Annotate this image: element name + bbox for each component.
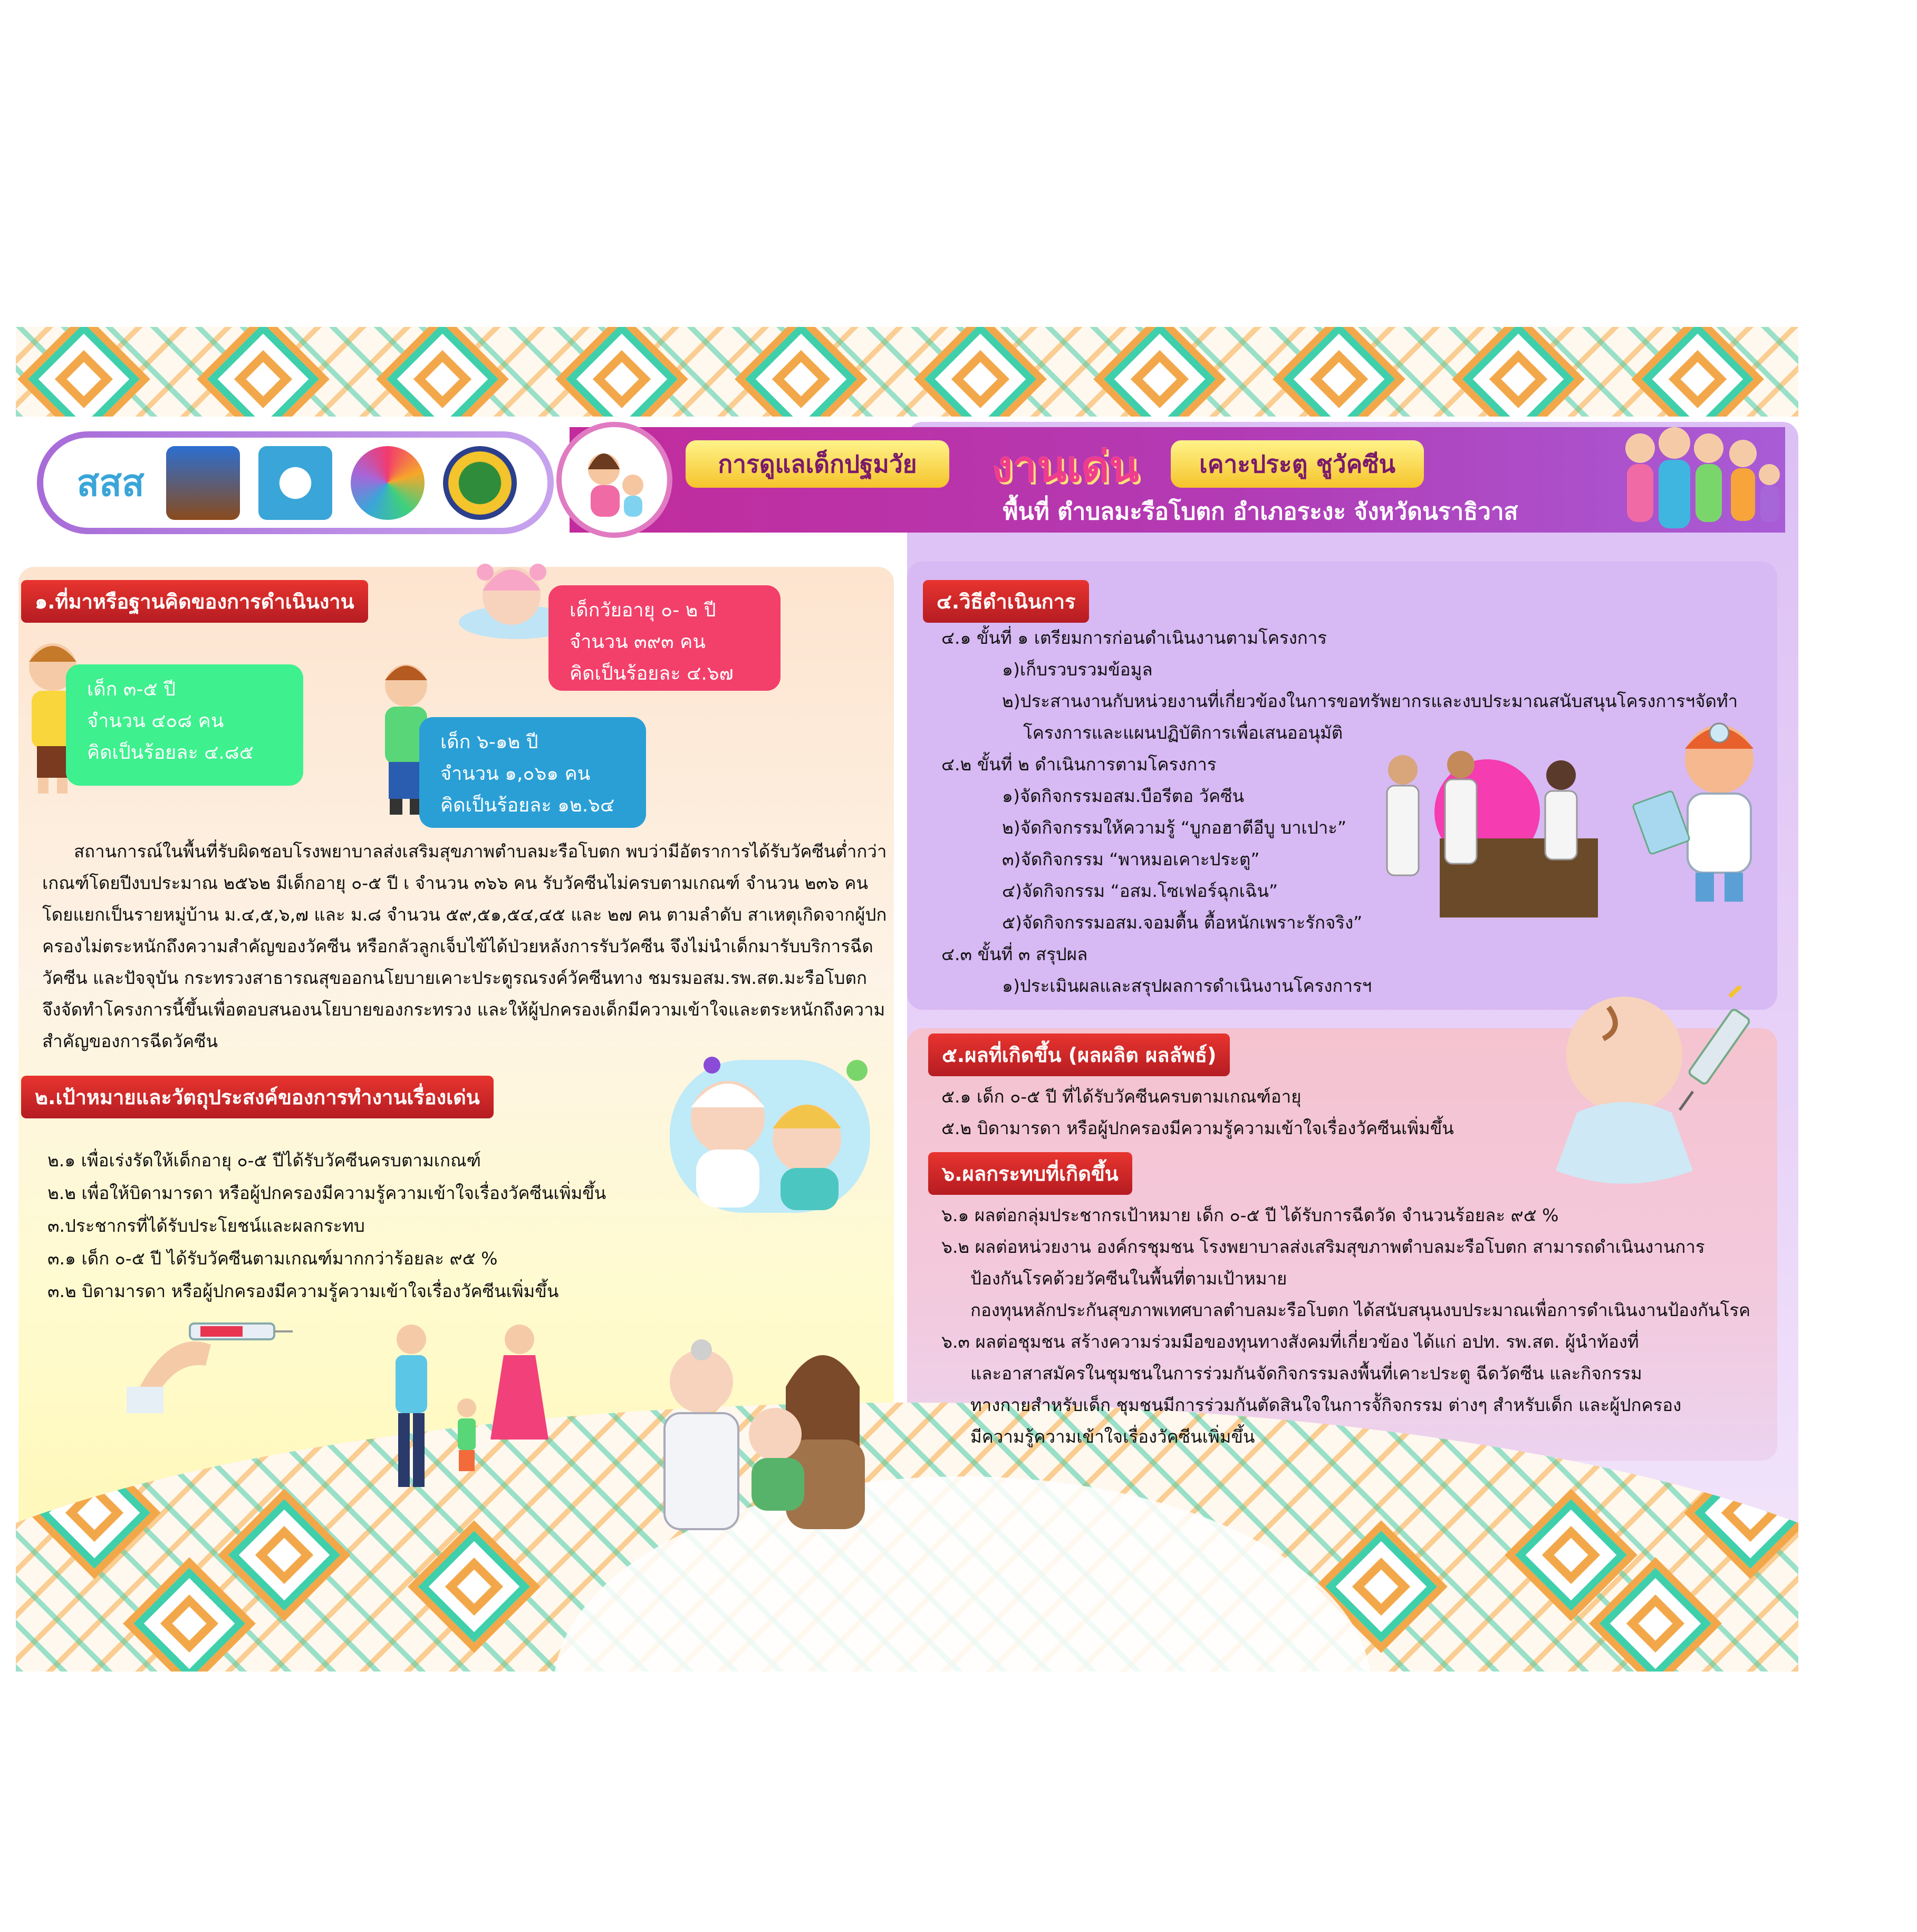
stat-3-5-years (66, 664, 303, 786)
list-item: ๑)จัดกิจกรรมอสม.บือรีตอ วัคซีน (1002, 786, 1245, 806)
family-walking-icon (374, 1318, 554, 1492)
pattern-tile (376, 327, 509, 417)
paragraph-line: วัคซีน และปัจจุบัน กระทรวงสาธารณสุขออกนโยบายเคาะประตูรณรงค์วัคซีนทาง ชมรมอสม.รพ.สต.มะรือโบตก (42, 968, 867, 988)
network-logo (166, 446, 240, 520)
stat-line: คิดเป็นร้อยละ ๔.๘๕ (87, 742, 254, 764)
list-item: ๖.๑ ผลต่อกลุ่มประชากรเป้าหมาย เด็ก ๐-๕ ปี ได้รับการฉีดวัด จำนวนร้อยละ ๙๕ % (941, 1205, 1559, 1225)
pattern-tile (408, 1520, 541, 1653)
syringe-hand-icon (127, 1308, 295, 1413)
list-item: ๓.ประชากรที่ได้รับประโยชน์และผลกระทบ (47, 1215, 365, 1236)
list-item: ๔)จัดกิจกรรม “อสม.โซเฟอร์ฉุกเฉิน” (1002, 881, 1278, 901)
pattern-tile (735, 327, 868, 417)
paragraph-line: จึงจัดทำโครงการนี้ขึ้นเพื่อตอบสนองนโยบายของกระทรวง และให้ผู้ปกครองเด็กมีความเข้าใจและตระหนักถึงความ (42, 999, 885, 1020)
list-item: กองทุนหลักประกันสุขภาพเทศบาลตำบลมะรือโบตก ได้สนับสนุนงบประมาณเพื่อการดำเนินงานป้องกันโรค (970, 1300, 1751, 1320)
pattern-tile (197, 327, 330, 417)
list-item: ๓.๒ บิดามารดา หรือผู้ปกครองมีความรู้ความเข้าใจเรื่องวัคซีนเพิ่มขึ้น (47, 1281, 559, 1301)
stat-line: คิดเป็นร้อยละ ๔.๖๗ (570, 663, 734, 684)
list-item: ๒.๒ เพื่อให้บิดามารดา หรือผู้ปกครองมีความรู้ความเข้าใจเรื่องวัคซีนเพิ่มขึ้น (47, 1183, 606, 1203)
list-item: ๒)ประสานงานกับหน่วยงานที่เกี่ยวข้องในการขอทรัพยากรและงบประมาณสนับสนุนโครงการฯจัดทำ (1002, 691, 1738, 711)
section1-paragraph (42, 836, 897, 1057)
doctor-with-patient-icon (643, 1334, 886, 1545)
pattern-tile (218, 1489, 351, 1621)
crying-baby-syringe-icon (1545, 986, 1777, 1197)
list-item: ๕.๒ บิดามารดา หรือผู้ปกครองมีความรู้ความเข้าใจเรื่องวัคซีนเพิ่มขึ้น (941, 1118, 1454, 1138)
pattern-tile (1452, 327, 1585, 417)
pattern-tile (1273, 327, 1405, 417)
top-pattern-band (16, 327, 1798, 417)
list-item: ๔.๑ ขั้นที่ ๑ เตรียมการก่อนดำเนินงานตามโครงการ (941, 627, 1327, 648)
section5-heading: ๕.ผลที่เกิดขึ้น (ผลผลิต ผลลัพธ์) (928, 1033, 1230, 1076)
paragraph-line: โดยแยกเป็นรายหมู่บ้าน ม.๔,๕,๖,๗ และ ม.๘ จำนวน ๕๙,๕๑,๕๔,๔๕ และ ๒๗ คน ตามลำดับ สาเหตุเกิดจากผู้ปก (42, 904, 887, 925)
stat-line: เด็ก ๓-๕ ปี (87, 679, 176, 700)
mother-child-icon (562, 427, 667, 533)
stat-0-2-years (548, 585, 781, 691)
paragraph-line: สำคัญของการฉีดวัคซีน (42, 1031, 218, 1051)
family-illustration (1608, 417, 1783, 543)
stat-6-12-years (419, 717, 646, 828)
stat-line: คิดเป็นร้อยละ ๑๒.๖๔ (440, 795, 615, 816)
doctors-treating-patient-icon (1371, 749, 1614, 923)
stat-line: จำนวน ๑,๐๖๑ คน (440, 763, 591, 785)
pattern-tile (1093, 327, 1226, 417)
paragraph-line: เกณฑ์โดยปีงบประมาณ ๒๕๖๒ มีเด็กอายุ ๐-๕ ปี เ จำนวน ๓๖๖ คน รับวัคซีนไม่ครบตามเกณฑ์ จำนวน ๒๓๖ คน (42, 873, 869, 893)
main-title: งานเด่น (991, 442, 1139, 492)
list-item: มีความรู้ความเข้าใจเรื่องวัคซีนเพิ่มขึ้น (970, 1426, 1255, 1447)
header-illustration-circle (556, 422, 672, 538)
stat-line: จำนวน ๓๙๓ คน (570, 631, 706, 653)
paragraph-line: ครองไม่ตระหนักถึงความสำคัญของวัคซีน หรือกลัวลูกเจ็บไข้ได้ป่วยหลังการรับวัคซีน จึงไม่นำเด็กมารับบริการฉีด (42, 936, 873, 957)
list-item: ๓)จัดกิจกรรม “พาหมอเคาะประตู” (1002, 849, 1260, 870)
seal-logo (443, 446, 517, 520)
area-label: พื้นที่ ตำบลมะรือโบตก อำเภอระงะ จังหวัดนราธิวาส (1003, 498, 1518, 525)
section5-list (941, 1081, 1627, 1144)
list-item: ๕)จัดกิจกรรมอสม.จอมตื้น ตื้อหนักเพราะรักจริง” (1002, 912, 1363, 933)
section1-heading: ๑.ที่มาหรือฐานคิดของการดำเนินงาน (21, 580, 368, 623)
nurse-vaccinating-child-icon (659, 1049, 881, 1223)
section4-heading: ๔.วิธีดำเนินการ (923, 580, 1089, 623)
subtitle-label: เคาะประตู ชูวัคซีน (1171, 440, 1424, 488)
list-item: ป้องกันโรคด้วยวัคซีนในพื้นที่ตามเป้าหมาย (970, 1268, 1287, 1289)
section6-heading: ๖.ผลกระทบที่เกิดขึ้น (928, 1152, 1132, 1195)
logo-strip (37, 431, 554, 534)
pattern-tile (914, 327, 1047, 417)
kid-doctor-icon (1630, 717, 1783, 907)
list-item: ๓.๑ เด็ก ๐-๕ ปี ได้รับวัคซีนตามเกณฑ์มากกว่าร้อยละ ๙๕ % (47, 1248, 498, 1269)
pattern-tile (1631, 327, 1764, 417)
stat-line: เด็กวัยอายุ ๐- ๒ ปี (570, 600, 716, 621)
list-item: ๔.๓ ขั้นที่ ๓ สรุปผล (941, 944, 1088, 964)
list-item: ๑)เก็บรวบรวมข้อมูล (1002, 659, 1153, 680)
pattern-tile (123, 1557, 256, 1672)
sss-logo-text: สสส (76, 461, 145, 505)
stat-line: จำนวน ๔๐๘ คน (87, 710, 224, 732)
list-item: ๖.๓ ผลต่อชุมชน สร้างความร่วมมือของทุนทางสังคมที่เกี่ยวข้อง ได้แก่ อปท. รพ.สต. ผู้นำท้องที่ (941, 1331, 1639, 1352)
family-logo (351, 446, 425, 520)
paragraph-line: สถานการณ์ในพื้นที่รับผิดชอบโรงพยาบาลส่งเสริมสุขภาพตำบลมะรือโบตก พบว่ามีอัตราการได้รับวัคซีนต่ำกว่า (74, 841, 887, 862)
list-item: ๒.๑ เพื่อเร่งรัดให้เด็กอายุ ๐-๕ ปีได้รับวัคซีนครบตามเกณฑ์ (47, 1150, 481, 1171)
section2-list (47, 1144, 680, 1308)
list-item: ๑)ประเมินผลและสรุปผลการดำเนินงานโครงการฯ (1002, 975, 1372, 996)
list-item: ทางกายสำหรับเด็ก ชุมชนมีการร่วมกันตัดสินใจในการจัักิจกรรม ต่างๆ สำหรับเด็ก และผู้ปกครอง (970, 1395, 1682, 1415)
list-item: โครงการและแผนปฏิบัติการเพื่อเสนออนุมัติ (1023, 722, 1343, 743)
list-item: และอาสาสมัครในชุมชนในการร่วมกันจัดกิจกรรมลงพื้นที่เคาะประตู ฉีดวัดซีน และกิจกรรม (970, 1363, 1642, 1384)
category-label: การดูแลเด็กปฐมวัย (686, 440, 949, 488)
sss-logo (74, 446, 148, 520)
pattern-tile (17, 327, 150, 417)
section2-heading: ๒.เป้าหมายและวัตถุประสงค์ของการทำงานเรื่องเด่น (21, 1076, 494, 1118)
pattern-tile (555, 327, 688, 417)
stat-line: เด็ก ๖-๑๒ ปี (440, 731, 538, 753)
section6-list (941, 1200, 1780, 1453)
list-item: ๕.๑ เด็ก ๐-๕ ปี ที่ได้รับวัคซีนครบตามเกณฑ์อายุ (941, 1086, 1302, 1107)
list-item: ๔.๒ ขั้นที่ ๒ ดำเนินการตามโครงการ (941, 754, 1217, 775)
list-item: ๒)จัดกิจกรรมให้ความรู้ “บูกอฮาตีอีบู บาเปาะ” (1002, 817, 1347, 838)
cross-logo (258, 446, 332, 520)
list-item: ๖.๒ ผลต่อหน่วยงาน องค์กรชุมชน โรงพยาบาลส่งเสริมสุขภาพตำบลมะรือโบตก สามารถดำเนินงานการ (941, 1237, 1705, 1257)
